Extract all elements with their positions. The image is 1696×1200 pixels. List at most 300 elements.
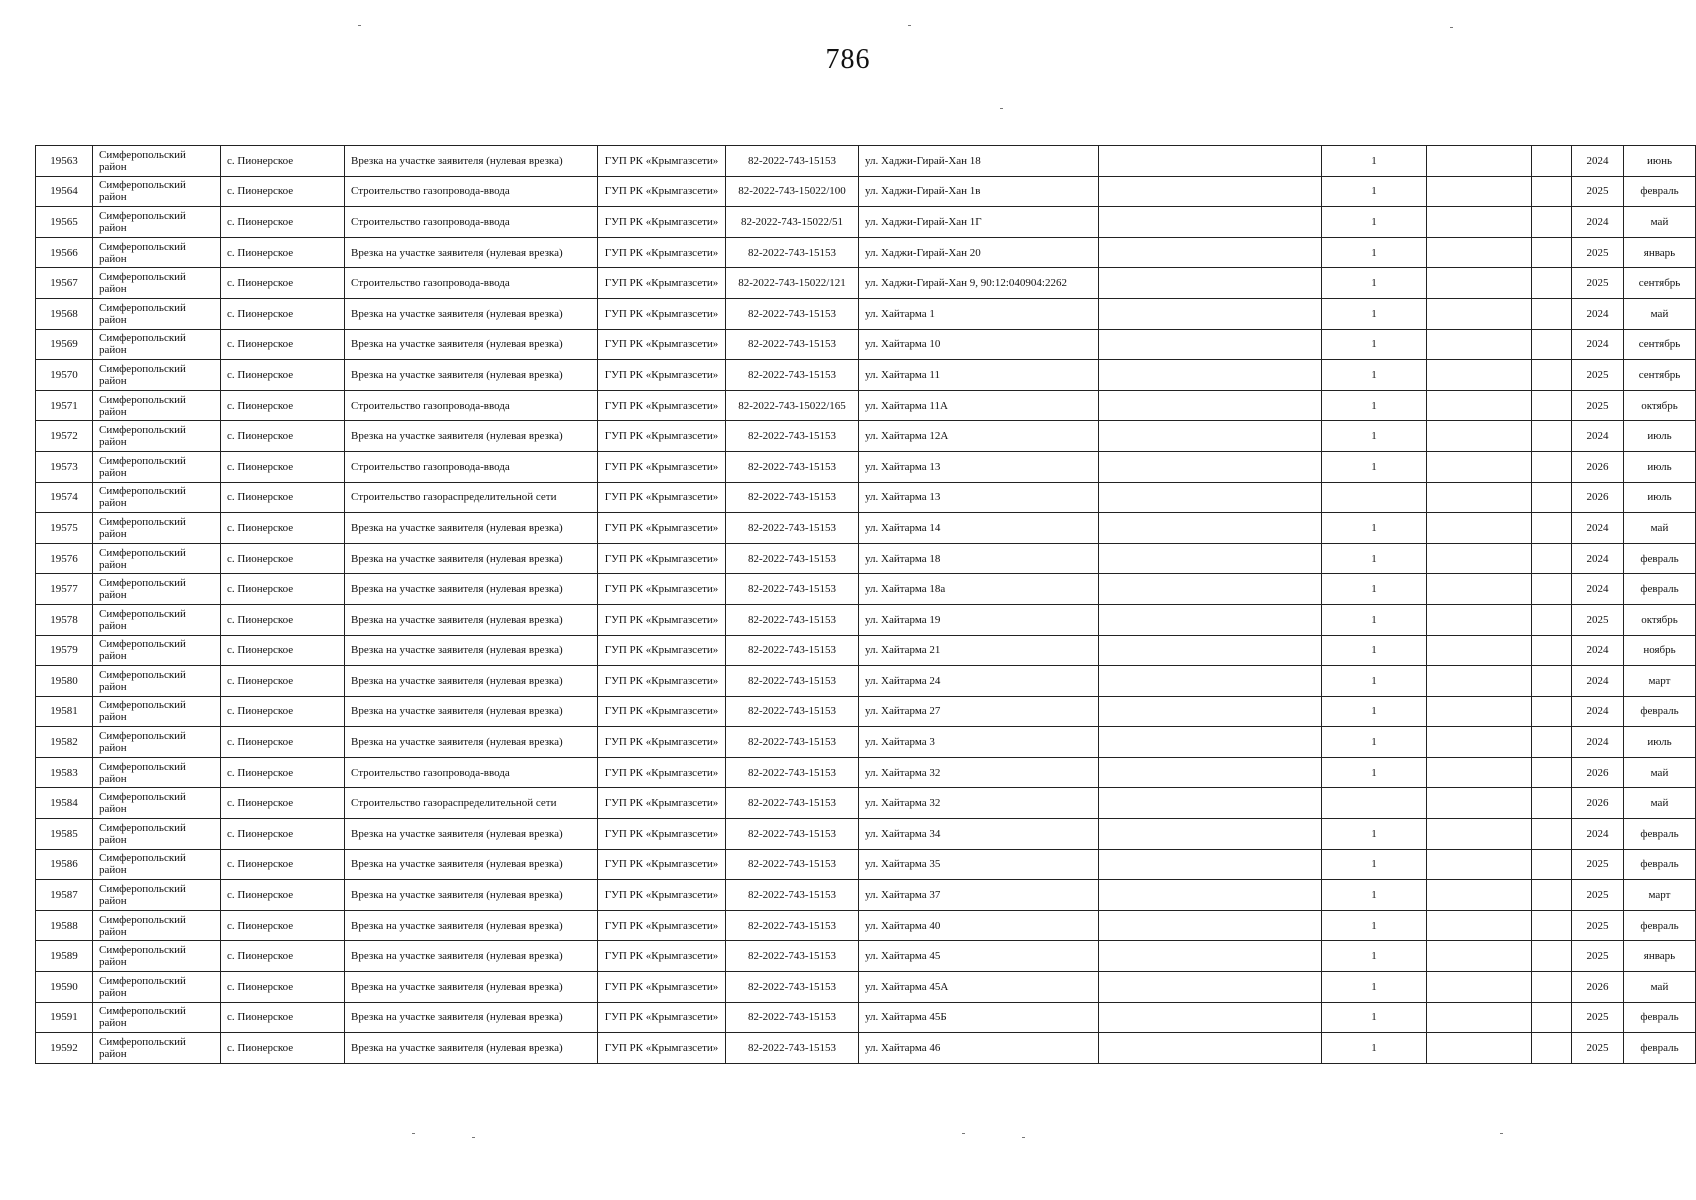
- cell-extra: [1099, 819, 1322, 850]
- table-row: [36, 757, 1696, 788]
- cell-quantity-b: [1427, 941, 1532, 972]
- cell-empty: [1532, 360, 1572, 391]
- cell-number: 19573: [36, 451, 93, 482]
- cell-organization: ГУП РК «Крымгазсети»: [598, 146, 726, 177]
- table-row: [36, 329, 1696, 360]
- cell-work-type: Врезка на участке заявителя (нулевая врезка): [345, 329, 598, 360]
- cell-empty: [1532, 757, 1572, 788]
- cell-month: сентябрь: [1624, 360, 1696, 391]
- cell-year: 2024: [1572, 207, 1624, 238]
- cell-code: 82-2022-743-15153: [726, 543, 859, 574]
- cell-empty: [1532, 543, 1572, 574]
- cell-extra: [1099, 604, 1322, 635]
- table-row: [36, 788, 1696, 819]
- cell-number: 19578: [36, 604, 93, 635]
- table-row: [36, 1002, 1696, 1033]
- cell-month: июль: [1624, 727, 1696, 758]
- cell-empty: [1532, 604, 1572, 635]
- cell-quantity: 1: [1322, 513, 1427, 544]
- cell-quantity: 1: [1322, 176, 1427, 207]
- cell-district: Симферопольский район: [93, 176, 221, 207]
- cell-code: 82-2022-743-15153: [726, 880, 859, 911]
- table-row: [36, 666, 1696, 697]
- cell-district: Симферопольский район: [93, 635, 221, 666]
- cell-address: ул. Хайтарма 37: [859, 880, 1099, 911]
- cell-organization: ГУП РК «Крымгазсети»: [598, 604, 726, 635]
- cell-organization: ГУП РК «Крымгазсети»: [598, 451, 726, 482]
- cell-quantity-b: [1427, 482, 1532, 513]
- cell-organization: ГУП РК «Крымгазсети»: [598, 298, 726, 329]
- cell-empty: [1532, 727, 1572, 758]
- cell-quantity-b: [1427, 574, 1532, 605]
- cell-month: май: [1624, 207, 1696, 238]
- cell-district: Симферопольский район: [93, 757, 221, 788]
- cell-work-type: Строительство газопровода-ввода: [345, 176, 598, 207]
- cell-month: сентябрь: [1624, 268, 1696, 299]
- cell-village: с. Пионерское: [221, 757, 345, 788]
- cell-district: Симферопольский район: [93, 819, 221, 850]
- cell-code: 82-2022-743-15153: [726, 360, 859, 391]
- cell-work-type: Врезка на участке заявителя (нулевая врезка): [345, 666, 598, 697]
- cell-year: 2025: [1572, 360, 1624, 391]
- cell-number: 19572: [36, 421, 93, 452]
- cell-month: октябрь: [1624, 390, 1696, 421]
- cell-quantity-b: [1427, 788, 1532, 819]
- cell-quantity-b: [1427, 727, 1532, 758]
- cell-organization: ГУП РК «Крымгазсети»: [598, 513, 726, 544]
- cell-work-type: Врезка на участке заявителя (нулевая врезка): [345, 237, 598, 268]
- scan-speck: [412, 1133, 415, 1134]
- cell-number: 19563: [36, 146, 93, 177]
- table-row: [36, 176, 1696, 207]
- table-row: [36, 360, 1696, 391]
- cell-code: 82-2022-743-15022/100: [726, 176, 859, 207]
- cell-work-type: Строительство газопровода-ввода: [345, 451, 598, 482]
- cell-organization: ГУП РК «Крымгазсети»: [598, 635, 726, 666]
- cell-quantity: 1: [1322, 237, 1427, 268]
- cell-quantity-b: [1427, 360, 1532, 391]
- cell-district: Симферопольский район: [93, 268, 221, 299]
- cell-district: Симферопольский район: [93, 482, 221, 513]
- table-row: [36, 482, 1696, 513]
- cell-empty: [1532, 146, 1572, 177]
- cell-number: 19580: [36, 666, 93, 697]
- cell-empty: [1532, 1033, 1572, 1064]
- cell-address: ул. Хайтарма 46: [859, 1033, 1099, 1064]
- cell-work-type: Врезка на участке заявителя (нулевая врезка): [345, 635, 598, 666]
- cell-work-type: Врезка на участке заявителя (нулевая врезка): [345, 1033, 598, 1064]
- cell-address: ул. Хайтарма 3: [859, 727, 1099, 758]
- cell-extra: [1099, 176, 1322, 207]
- cell-quantity-b: [1427, 1002, 1532, 1033]
- cell-code: 82-2022-743-15153: [726, 819, 859, 850]
- cell-quantity-b: [1427, 819, 1532, 850]
- cell-district: Симферопольский район: [93, 910, 221, 941]
- gas-connection-table: [35, 145, 1696, 1064]
- cell-year: 2024: [1572, 329, 1624, 360]
- cell-quantity-b: [1427, 910, 1532, 941]
- cell-quantity: 1: [1322, 972, 1427, 1003]
- cell-district: Симферопольский район: [93, 146, 221, 177]
- cell-month: февраль: [1624, 543, 1696, 574]
- cell-year: 2024: [1572, 666, 1624, 697]
- table-row: [36, 207, 1696, 238]
- cell-quantity: 1: [1322, 298, 1427, 329]
- cell-organization: ГУП РК «Крымгазсети»: [598, 941, 726, 972]
- cell-month: февраль: [1624, 849, 1696, 880]
- cell-month: май: [1624, 788, 1696, 819]
- cell-code: 82-2022-743-15153: [726, 604, 859, 635]
- cell-quantity: 1: [1322, 1033, 1427, 1064]
- cell-organization: ГУП РК «Крымгазсети»: [598, 360, 726, 391]
- cell-village: с. Пионерское: [221, 727, 345, 758]
- cell-year: 2024: [1572, 513, 1624, 544]
- table-row: [36, 910, 1696, 941]
- cell-quantity-b: [1427, 421, 1532, 452]
- cell-extra: [1099, 972, 1322, 1003]
- cell-district: Симферопольский район: [93, 849, 221, 880]
- cell-code: 82-2022-743-15153: [726, 421, 859, 452]
- cell-empty: [1532, 849, 1572, 880]
- cell-extra: [1099, 298, 1322, 329]
- table-row: [36, 574, 1696, 605]
- cell-village: с. Пионерское: [221, 941, 345, 972]
- cell-year: 2024: [1572, 146, 1624, 177]
- cell-quantity: 1: [1322, 880, 1427, 911]
- cell-quantity-b: [1427, 666, 1532, 697]
- cell-year: 2024: [1572, 421, 1624, 452]
- table-row: [36, 880, 1696, 911]
- cell-village: с. Пионерское: [221, 268, 345, 299]
- cell-village: с. Пионерское: [221, 788, 345, 819]
- cell-district: Симферопольский район: [93, 451, 221, 482]
- cell-organization: ГУП РК «Крымгазсети»: [598, 1033, 726, 1064]
- cell-number: 19584: [36, 788, 93, 819]
- cell-code: 82-2022-743-15153: [726, 237, 859, 268]
- cell-address: ул. Хайтарма 1: [859, 298, 1099, 329]
- cell-village: с. Пионерское: [221, 819, 345, 850]
- cell-work-type: Врезка на участке заявителя (нулевая врезка): [345, 941, 598, 972]
- cell-month: февраль: [1624, 819, 1696, 850]
- scan-speck: [908, 25, 911, 26]
- cell-empty: [1532, 1002, 1572, 1033]
- cell-address: ул. Хайтарма 11А: [859, 390, 1099, 421]
- cell-quantity-b: [1427, 329, 1532, 360]
- cell-extra: [1099, 788, 1322, 819]
- cell-extra: [1099, 666, 1322, 697]
- cell-address: ул. Хайтарма 18: [859, 543, 1099, 574]
- cell-quantity: 1: [1322, 941, 1427, 972]
- cell-quantity: 1: [1322, 666, 1427, 697]
- cell-empty: [1532, 788, 1572, 819]
- cell-work-type: Врезка на участке заявителя (нулевая врезка): [345, 360, 598, 391]
- cell-empty: [1532, 207, 1572, 238]
- cell-village: с. Пионерское: [221, 207, 345, 238]
- cell-empty: [1532, 696, 1572, 727]
- table-row: [36, 421, 1696, 452]
- cell-empty: [1532, 941, 1572, 972]
- cell-extra: [1099, 574, 1322, 605]
- cell-address: ул. Хайтарма 21: [859, 635, 1099, 666]
- cell-work-type: Врезка на участке заявителя (нулевая врезка): [345, 604, 598, 635]
- cell-extra: [1099, 757, 1322, 788]
- cell-organization: ГУП РК «Крымгазсети»: [598, 1002, 726, 1033]
- cell-village: с. Пионерское: [221, 1002, 345, 1033]
- cell-year: 2024: [1572, 574, 1624, 605]
- cell-extra: [1099, 543, 1322, 574]
- table-row: [36, 268, 1696, 299]
- cell-number: 19586: [36, 849, 93, 880]
- cell-village: с. Пионерское: [221, 635, 345, 666]
- cell-code: 82-2022-743-15153: [726, 910, 859, 941]
- cell-year: 2025: [1572, 604, 1624, 635]
- cell-quantity-b: [1427, 604, 1532, 635]
- cell-extra: [1099, 1002, 1322, 1033]
- cell-organization: ГУП РК «Крымгазсети»: [598, 390, 726, 421]
- cell-work-type: Врезка на участке заявителя (нулевая врезка): [345, 910, 598, 941]
- scan-speck: [472, 1137, 475, 1138]
- cell-organization: ГУП РК «Крымгазсети»: [598, 880, 726, 911]
- cell-organization: ГУП РК «Крымгазсети»: [598, 176, 726, 207]
- cell-district: Симферопольский район: [93, 329, 221, 360]
- cell-work-type: Врезка на участке заявителя (нулевая врезка): [345, 1002, 598, 1033]
- cell-year: 2025: [1572, 176, 1624, 207]
- cell-empty: [1532, 421, 1572, 452]
- cell-number: 19585: [36, 819, 93, 850]
- cell-address: ул. Хайтарма 12А: [859, 421, 1099, 452]
- scan-speck: [962, 1133, 965, 1134]
- cell-village: с. Пионерское: [221, 910, 345, 941]
- cell-district: Симферопольский район: [93, 727, 221, 758]
- cell-organization: ГУП РК «Крымгазсети»: [598, 727, 726, 758]
- table-row: [36, 941, 1696, 972]
- cell-quantity-b: [1427, 268, 1532, 299]
- cell-district: Симферопольский район: [93, 574, 221, 605]
- cell-village: с. Пионерское: [221, 360, 345, 391]
- cell-quantity-b: [1427, 757, 1532, 788]
- scan-speck: [358, 25, 361, 26]
- cell-village: с. Пионерское: [221, 146, 345, 177]
- cell-address: ул. Хайтарма 27: [859, 696, 1099, 727]
- cell-empty: [1532, 910, 1572, 941]
- cell-extra: [1099, 482, 1322, 513]
- cell-district: Симферопольский район: [93, 543, 221, 574]
- cell-empty: [1532, 819, 1572, 850]
- cell-village: с. Пионерское: [221, 298, 345, 329]
- cell-month: февраль: [1624, 1033, 1696, 1064]
- cell-code: 82-2022-743-15153: [726, 941, 859, 972]
- cell-village: с. Пионерское: [221, 237, 345, 268]
- table-row: [36, 543, 1696, 574]
- cell-extra: [1099, 880, 1322, 911]
- cell-year: 2025: [1572, 390, 1624, 421]
- cell-quantity: 1: [1322, 574, 1427, 605]
- cell-extra: [1099, 390, 1322, 421]
- cell-organization: ГУП РК «Крымгазсети»: [598, 421, 726, 452]
- cell-quantity: 1: [1322, 727, 1427, 758]
- cell-extra: [1099, 635, 1322, 666]
- cell-address: ул. Хайтарма 45А: [859, 972, 1099, 1003]
- cell-quantity-b: [1427, 1033, 1532, 1064]
- cell-number: 19569: [36, 329, 93, 360]
- cell-empty: [1532, 972, 1572, 1003]
- cell-number: 19574: [36, 482, 93, 513]
- cell-code: 82-2022-743-15022/121: [726, 268, 859, 299]
- cell-number: 19583: [36, 757, 93, 788]
- cell-number: 19570: [36, 360, 93, 391]
- cell-empty: [1532, 666, 1572, 697]
- cell-code: 82-2022-743-15153: [726, 298, 859, 329]
- cell-code: 82-2022-743-15153: [726, 329, 859, 360]
- cell-organization: ГУП РК «Крымгазсети»: [598, 268, 726, 299]
- scan-speck: [1022, 1137, 1025, 1138]
- cell-quantity: 1: [1322, 604, 1427, 635]
- cell-address: ул. Хайтарма 45: [859, 941, 1099, 972]
- cell-number: 19565: [36, 207, 93, 238]
- cell-year: 2025: [1572, 268, 1624, 299]
- cell-month: май: [1624, 972, 1696, 1003]
- cell-year: 2026: [1572, 972, 1624, 1003]
- cell-address: ул. Хайтарма 24: [859, 666, 1099, 697]
- cell-quantity-b: [1427, 543, 1532, 574]
- cell-district: Симферопольский район: [93, 666, 221, 697]
- cell-empty: [1532, 635, 1572, 666]
- scan-speck: [1500, 1133, 1503, 1134]
- cell-month: июнь: [1624, 146, 1696, 177]
- cell-code: 82-2022-743-15153: [726, 146, 859, 177]
- cell-extra: [1099, 696, 1322, 727]
- cell-quantity: 1: [1322, 451, 1427, 482]
- cell-quantity: 1: [1322, 421, 1427, 452]
- cell-extra: [1099, 268, 1322, 299]
- cell-code: 82-2022-743-15153: [726, 849, 859, 880]
- cell-quantity-b: [1427, 635, 1532, 666]
- table-body: [36, 146, 1696, 1064]
- cell-code: 82-2022-743-15153: [726, 513, 859, 544]
- cell-number: 19581: [36, 696, 93, 727]
- cell-year: 2024: [1572, 635, 1624, 666]
- table-row: [36, 237, 1696, 268]
- cell-district: Симферопольский район: [93, 1033, 221, 1064]
- cell-number: 19592: [36, 1033, 93, 1064]
- cell-address: ул. Хайтарма 19: [859, 604, 1099, 635]
- cell-quantity-b: [1427, 390, 1532, 421]
- cell-month: октябрь: [1624, 604, 1696, 635]
- cell-extra: [1099, 146, 1322, 177]
- cell-month: май: [1624, 757, 1696, 788]
- cell-organization: ГУП РК «Крымгазсети»: [598, 757, 726, 788]
- cell-work-type: Строительство газопровода-ввода: [345, 207, 598, 238]
- cell-extra: [1099, 910, 1322, 941]
- cell-village: с. Пионерское: [221, 666, 345, 697]
- cell-code: 82-2022-743-15153: [726, 1033, 859, 1064]
- cell-organization: ГУП РК «Крымгазсети»: [598, 972, 726, 1003]
- cell-quantity: 1: [1322, 910, 1427, 941]
- cell-work-type: Врезка на участке заявителя (нулевая врезка): [345, 972, 598, 1003]
- cell-month: февраль: [1624, 696, 1696, 727]
- cell-quantity-b: [1427, 451, 1532, 482]
- cell-extra: [1099, 727, 1322, 758]
- cell-extra: [1099, 360, 1322, 391]
- cell-year: 2026: [1572, 482, 1624, 513]
- cell-address: ул. Хаджи-Гирай-Хан 1в: [859, 176, 1099, 207]
- cell-year: 2024: [1572, 819, 1624, 850]
- cell-code: 82-2022-743-15153: [726, 696, 859, 727]
- cell-quantity-b: [1427, 146, 1532, 177]
- cell-address: ул. Хайтарма 32: [859, 757, 1099, 788]
- table-row: [36, 604, 1696, 635]
- scan-speck: [1450, 27, 1453, 28]
- cell-number: 19582: [36, 727, 93, 758]
- cell-number: 19568: [36, 298, 93, 329]
- cell-number: 19576: [36, 543, 93, 574]
- cell-code: 82-2022-743-15153: [726, 635, 859, 666]
- cell-quantity-b: [1427, 207, 1532, 238]
- cell-year: 2025: [1572, 237, 1624, 268]
- cell-empty: [1532, 176, 1572, 207]
- cell-work-type: Врезка на участке заявителя (нулевая врезка): [345, 421, 598, 452]
- table-row: [36, 849, 1696, 880]
- cell-quantity-b: [1427, 176, 1532, 207]
- cell-organization: ГУП РК «Крымгазсети»: [598, 207, 726, 238]
- cell-month: май: [1624, 513, 1696, 544]
- cell-empty: [1532, 513, 1572, 544]
- cell-organization: ГУП РК «Крымгазсети»: [598, 910, 726, 941]
- cell-district: Симферопольский район: [93, 788, 221, 819]
- cell-empty: [1532, 268, 1572, 299]
- cell-extra: [1099, 513, 1322, 544]
- table-row: [36, 635, 1696, 666]
- cell-month: март: [1624, 666, 1696, 697]
- cell-year: 2026: [1572, 788, 1624, 819]
- cell-number: 19567: [36, 268, 93, 299]
- cell-address: ул. Хайтарма 13: [859, 451, 1099, 482]
- cell-work-type: Строительство газопровода-ввода: [345, 268, 598, 299]
- cell-district: Симферопольский район: [93, 360, 221, 391]
- cell-village: с. Пионерское: [221, 696, 345, 727]
- cell-quantity-b: [1427, 880, 1532, 911]
- cell-quantity: 1: [1322, 1002, 1427, 1033]
- page-number: 786: [825, 44, 871, 75]
- cell-year: 2025: [1572, 880, 1624, 911]
- cell-village: с. Пионерское: [221, 513, 345, 544]
- cell-code: 82-2022-743-15153: [726, 451, 859, 482]
- cell-quantity: 1: [1322, 757, 1427, 788]
- cell-number: 19575: [36, 513, 93, 544]
- cell-address: ул. Хайтарма 11: [859, 360, 1099, 391]
- cell-address: ул. Хайтарма 18а: [859, 574, 1099, 605]
- cell-work-type: Врезка на участке заявителя (нулевая врезка): [345, 819, 598, 850]
- table-row: [36, 1033, 1696, 1064]
- cell-month: май: [1624, 298, 1696, 329]
- cell-work-type: Врезка на участке заявителя (нулевая врезка): [345, 574, 598, 605]
- cell-village: с. Пионерское: [221, 176, 345, 207]
- table-row: [36, 451, 1696, 482]
- cell-quantity: 1: [1322, 146, 1427, 177]
- cell-quantity: [1322, 482, 1427, 513]
- cell-village: с. Пионерское: [221, 849, 345, 880]
- cell-quantity-b: [1427, 513, 1532, 544]
- cell-address: ул. Хайтарма 45Б: [859, 1002, 1099, 1033]
- cell-district: Симферопольский район: [93, 513, 221, 544]
- cell-village: с. Пионерское: [221, 451, 345, 482]
- cell-district: Симферопольский район: [93, 604, 221, 635]
- cell-district: Симферопольский район: [93, 298, 221, 329]
- cell-organization: ГУП РК «Крымгазсети»: [598, 696, 726, 727]
- cell-village: с. Пионерское: [221, 482, 345, 513]
- cell-organization: ГУП РК «Крымгазсети»: [598, 482, 726, 513]
- table-row: [36, 390, 1696, 421]
